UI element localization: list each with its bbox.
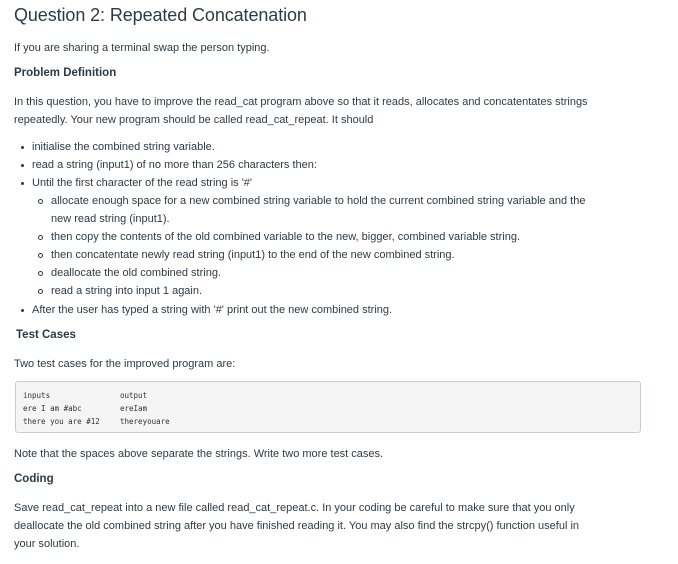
test-row-2-output: thereyouare [120,417,170,426]
column-header-inputs: inputs [23,391,51,400]
substep-deallocate: deallocate the old combined string. [51,267,221,279]
substep-allocate-line-2: new read string (input1). [51,213,170,225]
coding-heading: Coding [14,473,54,485]
test-cases-intro: Two test cases for the improved program are: [14,358,236,370]
test-cases-code-block [15,381,641,433]
problem-definition-heading: Problem Definition [14,67,117,79]
problem-paragraph-line-2: repeatedly. Your new program should be called read_cat_repeat. It should [14,114,374,126]
coding-paragraph-line-2: deallocate the old combined string after you have finished reading it. You may also find the strcpy() function useful in [14,520,580,532]
test-cases-heading: Test Cases [16,329,76,341]
step-read-string: read a string (input1) of no more than 256 characters then: [32,159,317,171]
substep-copy: then copy the contents of the old combined variable to the new, bigger, combined variable string. [51,231,521,243]
circle-bullet-icon [38,289,43,294]
circle-bullet-icon [38,235,43,240]
test-row-1-input: ere I am #abc [23,404,82,413]
circle-bullet-icon [38,253,43,258]
bullet-icon [21,164,24,167]
circle-bullet-icon [38,199,43,204]
coding-paragraph-line-1: Save read_cat_repeat into a new file called read_cat_repeat.c. In your coding be careful to make sure that you only [14,502,575,514]
step-initialise: initialise the combined string variable. [32,141,215,153]
intro-text: If you are sharing a terminal swap the person typing. [14,42,270,54]
step-print-combined: After the user has typed a string with '#' print out the new combined string. [32,304,393,316]
page-title: Question 2: Repeated Concatenation [14,5,307,25]
test-row-2-input: there you are #12 [23,417,100,426]
coding-paragraph-line-3: your solution. [14,538,80,550]
bullet-icon [21,146,24,149]
substep-concatenate: then concatentate newly read string (input1) to the end of the new combined string. [51,249,455,261]
substep-allocate-line-1: allocate enough space for a new combined string variable to hold the current combined string variable and the [51,195,586,207]
column-header-output: output [120,391,148,400]
substep-read-again: read a string into input 1 again. [51,285,203,297]
bullet-icon [21,182,24,185]
step-until-hash: Until the first character of the read string is '#' [32,177,253,189]
circle-bullet-icon [38,271,43,276]
note-text: Note that the spaces above separate the strings. Write two more test cases. [14,448,384,460]
bullet-icon [21,309,24,312]
test-row-1-output: ereIam [120,404,148,413]
problem-paragraph-line-1: In this question, you have to improve the read_cat program above so that it reads, allocates and concatentates strings [14,96,588,108]
